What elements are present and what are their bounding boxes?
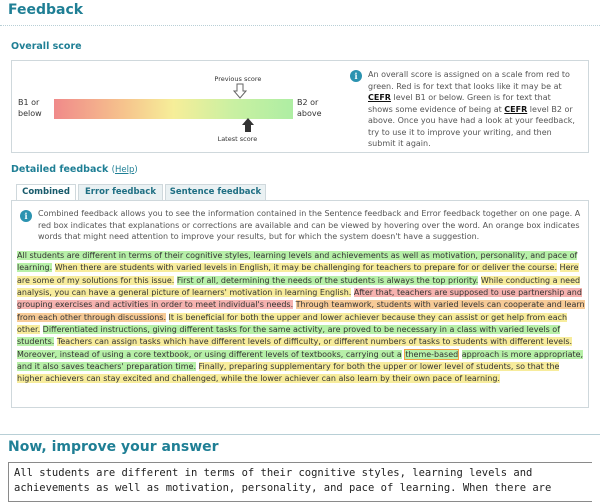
feedback-sentence[interactable]: Through teamwork, students with varied levels can cooperate and learn from each other through discussions. bbox=[17, 300, 585, 322]
feedback-sentence[interactable]: While conducting a need analysis, you can have a general picture of learners' motivation in learning English. bbox=[17, 275, 581, 298]
combined-feedback-info: Combined feedback allows you to see the information contained in the Sentence feedback and Error feedback together on one page. A red box indicates that explanations or corrections are available and can be viewed by hovering over the word. An orange box indicates words that might need attention to improve your results, but for which the system doesn't have a suggestion. bbox=[38, 209, 581, 241]
combined-feedback-panel bbox=[11, 200, 589, 408]
help-paren-open: ( bbox=[111, 165, 115, 175]
help-link[interactable]: Help bbox=[114, 165, 135, 175]
feedback-sentence[interactable]: Moreover, instead of using a core textbook, or using different levels of textbooks, carrying out a bbox=[17, 349, 402, 359]
overall-score-panel bbox=[11, 60, 589, 153]
title-divider bbox=[0, 25, 600, 26]
score-gradient-bar bbox=[54, 99, 293, 119]
feedback-sentence[interactable]: First of all, determining the needs of the students is always the top priority. bbox=[176, 275, 479, 285]
high-scale-label bbox=[297, 97, 322, 119]
flagged-word[interactable]: theme-based bbox=[405, 349, 459, 359]
overall-info-text: level B1 or below. Green is for text that bbox=[393, 93, 551, 102]
help-wrapper bbox=[112, 165, 138, 175]
tab-sentence-feedback[interactable]: Sentence feedback bbox=[165, 184, 266, 200]
feedback-sentence[interactable]: Differentiated instructions, giving different tasks for the same activity, are proved to be necessary in a class with varied levels of students. bbox=[17, 325, 561, 347]
feedback-sentence[interactable]: Teachers can assign tasks which have different levels of difficulty, or different numbers of tasks to students with different levels. bbox=[56, 337, 573, 347]
overall-info-text: green. Red is for text that looks like it may be at bbox=[368, 81, 562, 91]
overall-score-heading: Overall score bbox=[11, 41, 82, 52]
cefr-term: CEFR bbox=[504, 104, 528, 114]
page-title: Feedback bbox=[8, 2, 84, 18]
cefr-term: CEFR bbox=[368, 93, 391, 102]
help-paren-close: ) bbox=[134, 165, 138, 175]
overall-score-info bbox=[368, 69, 588, 150]
solid-up-arrow-icon bbox=[241, 117, 255, 133]
improve-divider bbox=[0, 434, 600, 435]
latest-score-label: Latest score bbox=[217, 135, 258, 143]
overall-info-line: try to use it to improve your writing, and then bbox=[368, 127, 552, 137]
overall-info-text: level B2 or bbox=[529, 104, 573, 114]
overall-info-text: shows some evidence of being at bbox=[368, 104, 502, 114]
answer-textarea[interactable] bbox=[8, 462, 592, 502]
low-scale-label-line-2: below bbox=[18, 109, 42, 118]
low-scale-label bbox=[18, 97, 42, 119]
high-scale-label-line-2: above bbox=[297, 109, 322, 118]
overall-info-line: above. Once you have had a look at your feedback, bbox=[368, 116, 575, 125]
tab-combined[interactable]: Combined bbox=[16, 184, 76, 201]
tab-error-feedback[interactable]: Error feedback bbox=[78, 184, 163, 200]
feedback-sentence[interactable]: When there are students with varied levels in English, it may be challenging for teachers to prepare for or deliver the course. bbox=[54, 263, 557, 273]
overall-info-line: submit it again. bbox=[368, 139, 431, 148]
overall-info-line bbox=[368, 104, 588, 116]
overall-info-line: An overall score is assigned on a scale from red to bbox=[368, 70, 570, 79]
feedback-sentence[interactable]: It is beneficial for both the upper and lower achiever because they can assist or get help from each other. bbox=[17, 312, 568, 335]
feedback-sentence[interactable]: approach is more appropriate, and it also saves teachers' preparation time. bbox=[17, 349, 584, 372]
info-icon: i bbox=[20, 210, 32, 222]
feedback-sentence[interactable]: All students are different in terms of their cognitive styles, learning levels and achievements as well as motivation, personality, and pace of learning. bbox=[17, 251, 578, 273]
overall-info-line bbox=[368, 81, 588, 93]
hollow-down-arrow-icon bbox=[233, 83, 247, 99]
low-scale-label-line-1: B1 or bbox=[18, 98, 40, 107]
overall-info-line bbox=[368, 92, 588, 104]
feedback-sentence[interactable]: Here are some of my solutions for this issue. bbox=[17, 263, 579, 285]
info-icon: i bbox=[350, 70, 362, 82]
detailed-feedback-heading bbox=[11, 164, 138, 175]
feedback-sentence[interactable]: After that, teachers are supposed to use partnership and grouping exercises and activities in order to meet individual's needs. bbox=[17, 288, 582, 310]
feedback-sentence[interactable]: Finally, preparing supplementary for both the upper or lower level of students, so that the higher achievers can stay excited and challenged, while the lower achiever can also learn by their own pace of learning. bbox=[17, 362, 560, 384]
previous-score-label: Previous score bbox=[214, 75, 262, 83]
feedback-essay bbox=[17, 250, 585, 386]
improve-answer-heading: Now, improve your answer bbox=[8, 439, 219, 455]
high-scale-label-line-1: B2 or bbox=[297, 98, 319, 107]
detailed-feedback-title: Detailed feedback bbox=[11, 164, 109, 175]
